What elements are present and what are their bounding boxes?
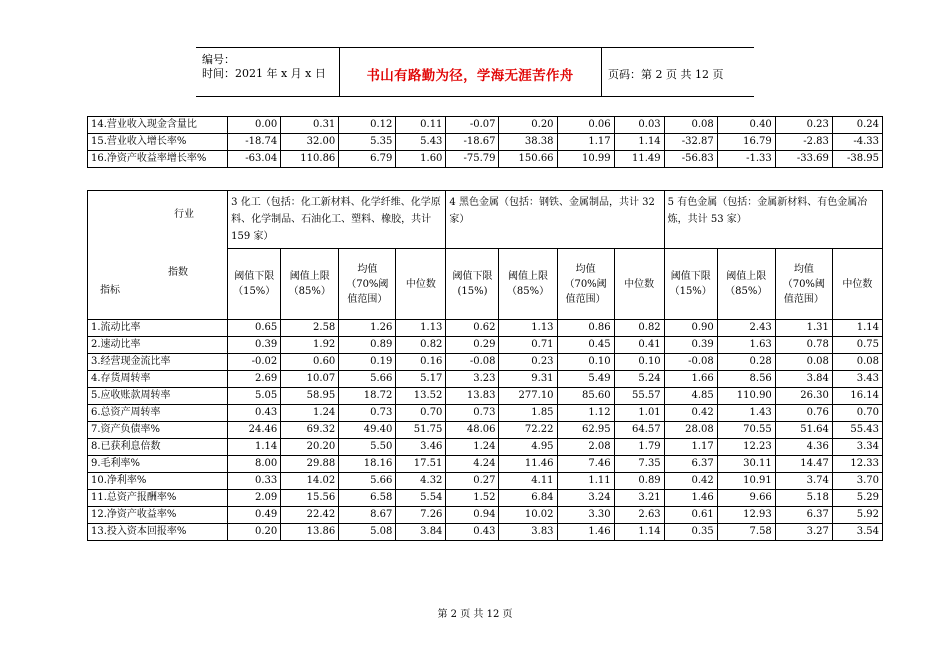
value-cell: 0.40 — [717, 117, 775, 134]
header-motto: 书山有路勤为径，学海无涯苦作舟 — [366, 68, 574, 84]
value-cell: 0.60 — [281, 354, 339, 371]
value-cell: 1.46 — [664, 490, 717, 507]
row-label: 5.应收账款周转率 — [88, 388, 228, 405]
doc-number-label: 编号： — [202, 53, 235, 66]
value-cell: 0.24 — [832, 117, 882, 134]
value-cell: 20.20 — [281, 439, 339, 456]
value-cell: 28.08 — [664, 422, 717, 439]
value-cell: 5.49 — [557, 371, 614, 388]
value-cell: 1.63 — [717, 337, 775, 354]
value-cell: 55.57 — [614, 388, 664, 405]
value-cell: 277.10 — [499, 388, 557, 405]
value-cell: -18.67 — [446, 134, 499, 151]
table-corner-cell — [88, 191, 228, 320]
header-page-label: 页码：第 2 页 共 12 页 — [608, 68, 724, 81]
value-cell: 9.66 — [717, 490, 775, 507]
value-cell: 0.08 — [832, 354, 882, 371]
value-cell: 5.66 — [339, 473, 396, 490]
value-cell: 1.11 — [557, 473, 614, 490]
value-cell: 2.43 — [717, 320, 775, 337]
column-header: 阈值上限（85%） — [281, 249, 339, 320]
value-cell: 14.02 — [281, 473, 339, 490]
table-row — [88, 117, 883, 134]
value-cell: 8.67 — [339, 507, 396, 524]
row-label: 4.存货周转率 — [88, 371, 228, 388]
value-cell: 0.39 — [664, 337, 717, 354]
value-cell: 0.90 — [664, 320, 717, 337]
value-cell: 1.24 — [446, 439, 499, 456]
column-header: 均值（70%阈值范围） — [339, 249, 396, 320]
value-cell: 48.06 — [446, 422, 499, 439]
table-row — [88, 456, 883, 473]
value-cell: 62.95 — [557, 422, 614, 439]
value-cell: 3.74 — [775, 473, 832, 490]
value-cell: 1.92 — [281, 337, 339, 354]
value-cell: 6.58 — [339, 490, 396, 507]
value-cell: 1.26 — [339, 320, 396, 337]
table-row — [88, 388, 883, 405]
value-cell: 0.10 — [557, 354, 614, 371]
value-cell: 16.79 — [717, 134, 775, 151]
value-cell: 64.57 — [614, 422, 664, 439]
row-label: 16.净资产收益率增长率% — [88, 151, 228, 168]
value-cell: 3.54 — [832, 524, 882, 541]
table-row — [88, 134, 883, 151]
value-cell: 0.89 — [339, 337, 396, 354]
value-cell: 1.01 — [614, 405, 664, 422]
value-cell: 69.32 — [281, 422, 339, 439]
value-cell: 32.00 — [281, 134, 339, 151]
table-row — [88, 151, 883, 168]
value-cell: 22.42 — [281, 507, 339, 524]
column-header: 中位数 — [614, 249, 664, 320]
value-cell: 1.17 — [557, 134, 614, 151]
value-cell: 1.12 — [557, 405, 614, 422]
value-cell: 58.95 — [281, 388, 339, 405]
value-cell: 51.75 — [396, 422, 446, 439]
value-cell: 0.31 — [281, 117, 339, 134]
column-header: 阈值下限(15%) — [446, 249, 499, 320]
column-header: 中位数 — [832, 249, 882, 320]
value-cell: 51.64 — [775, 422, 832, 439]
value-cell: 0.19 — [339, 354, 396, 371]
value-cell: 0.06 — [557, 117, 614, 134]
group-header-nonferrous-metal: 5 有色金属（包括：金属新材料、有色金属冶炼，共计 53 家） — [664, 191, 882, 249]
value-cell: 1.17 — [664, 439, 717, 456]
value-cell: -56.83 — [664, 151, 717, 168]
value-cell: -32.87 — [664, 134, 717, 151]
value-cell: 0.42 — [664, 473, 717, 490]
value-cell: 0.42 — [664, 405, 717, 422]
value-cell: 2.58 — [281, 320, 339, 337]
row-label: 13.投入资本回报率% — [88, 524, 228, 541]
value-cell: 0.73 — [339, 405, 396, 422]
value-cell: 5.43 — [396, 134, 446, 151]
value-cell: 5.08 — [339, 524, 396, 541]
value-cell: 18.72 — [339, 388, 396, 405]
value-cell: 0.71 — [499, 337, 557, 354]
value-cell: 0.86 — [557, 320, 614, 337]
row-label: 7.资产负债率% — [88, 422, 228, 439]
value-cell: 0.39 — [228, 337, 281, 354]
value-cell: 1.43 — [717, 405, 775, 422]
value-cell: 7.35 — [614, 456, 664, 473]
value-cell: 3.30 — [557, 507, 614, 524]
table-row — [88, 354, 883, 371]
table-row — [88, 490, 883, 507]
table-row — [88, 439, 883, 456]
value-cell: 0.03 — [614, 117, 664, 134]
table-row — [88, 371, 883, 388]
value-cell: 12.93 — [717, 507, 775, 524]
value-cell: 110.86 — [281, 151, 339, 168]
value-cell: 5.29 — [832, 490, 882, 507]
value-cell: 2.08 — [557, 439, 614, 456]
value-cell: 16.14 — [832, 388, 882, 405]
page-header — [196, 47, 754, 97]
value-cell: 0.82 — [614, 320, 664, 337]
header-page-cell — [602, 48, 754, 96]
value-cell: 6.84 — [499, 490, 557, 507]
value-cell: 0.16 — [396, 354, 446, 371]
value-cell: 10.99 — [557, 151, 614, 168]
row-label: 2.速动比率 — [88, 337, 228, 354]
value-cell: 5.92 — [832, 507, 882, 524]
value-cell: -0.07 — [446, 117, 499, 134]
value-cell: 0.23 — [775, 117, 832, 134]
row-label: 12.净资产收益率% — [88, 507, 228, 524]
value-cell: 0.78 — [775, 337, 832, 354]
corner-indicator-label: 指标 — [100, 285, 120, 296]
value-cell: 15.56 — [281, 490, 339, 507]
value-cell: 0.20 — [228, 524, 281, 541]
value-cell: 0.82 — [396, 337, 446, 354]
row-label: 15.营业收入增长率% — [88, 134, 228, 151]
value-cell: 13.83 — [446, 388, 499, 405]
value-cell: 0.08 — [775, 354, 832, 371]
value-cell: 0.89 — [614, 473, 664, 490]
group-header-chemical: 3 化工（包括：化工新材料、化学纤维、化学原料、化学制品、石油化工、塑料、橡胶，共计 159 家） — [228, 191, 446, 249]
column-header: 阈值下限（15%） — [664, 249, 717, 320]
group-header-ferrous-metal: 4 黑色金属（包括：钢铁、金属制品，共计 32 家） — [446, 191, 664, 249]
doc-time-label: 时间：2021 年 x 月 x 日 — [202, 67, 326, 80]
value-cell: 0.12 — [339, 117, 396, 134]
value-cell: 11.46 — [499, 456, 557, 473]
value-cell: 1.52 — [446, 490, 499, 507]
value-cell: -38.95 — [832, 151, 882, 168]
value-cell: 0.43 — [446, 524, 499, 541]
value-cell: 13.86 — [281, 524, 339, 541]
row-label: 9.毛利率% — [88, 456, 228, 473]
value-cell: 7.58 — [717, 524, 775, 541]
value-cell: 0.76 — [775, 405, 832, 422]
value-cell: 0.75 — [832, 337, 882, 354]
table-row — [88, 337, 883, 354]
value-cell: 85.60 — [557, 388, 614, 405]
value-cell: 49.40 — [339, 422, 396, 439]
value-cell: 3.70 — [832, 473, 882, 490]
value-cell: 110.90 — [717, 388, 775, 405]
column-header: 阈值上限（85%） — [499, 249, 557, 320]
table-row — [88, 320, 883, 337]
column-header: 中位数 — [396, 249, 446, 320]
value-cell: 10.07 — [281, 371, 339, 388]
value-cell: 2.63 — [614, 507, 664, 524]
value-cell: 13.52 — [396, 388, 446, 405]
value-cell: 0.45 — [557, 337, 614, 354]
value-cell: 3.34 — [832, 439, 882, 456]
value-cell: 0.08 — [664, 117, 717, 134]
value-cell: -2.83 — [775, 134, 832, 151]
value-cell: 0.23 — [499, 354, 557, 371]
value-cell: 55.43 — [832, 422, 882, 439]
value-cell: 10.02 — [499, 507, 557, 524]
value-cell: 0.33 — [228, 473, 281, 490]
value-cell: 1.31 — [775, 320, 832, 337]
value-cell: 0.20 — [499, 117, 557, 134]
page-footer — [0, 605, 950, 620]
value-cell: 1.14 — [228, 439, 281, 456]
value-cell: 5.66 — [339, 371, 396, 388]
value-cell: 5.24 — [614, 371, 664, 388]
table-row — [88, 422, 883, 439]
value-cell: 5.54 — [396, 490, 446, 507]
value-cell: 0.29 — [446, 337, 499, 354]
value-cell: 18.16 — [339, 456, 396, 473]
value-cell: 4.32 — [396, 473, 446, 490]
value-cell: 24.46 — [228, 422, 281, 439]
value-cell: 11.49 — [614, 151, 664, 168]
value-cell: 12.23 — [717, 439, 775, 456]
row-label: 1.流动比率 — [88, 320, 228, 337]
value-cell: 0.61 — [664, 507, 717, 524]
value-cell: 3.84 — [396, 524, 446, 541]
header-info-cell — [196, 48, 340, 96]
value-cell: 0.94 — [446, 507, 499, 524]
row-label: 8.已获利息倍数 — [88, 439, 228, 456]
value-cell: 1.14 — [832, 320, 882, 337]
value-cell: 72.22 — [499, 422, 557, 439]
value-cell: 17.51 — [396, 456, 446, 473]
value-cell: 4.36 — [775, 439, 832, 456]
table-row — [88, 473, 883, 490]
industry-indicator-table — [87, 190, 883, 541]
table-row — [88, 507, 883, 524]
value-cell: 0.27 — [446, 473, 499, 490]
table-row — [88, 524, 883, 541]
value-cell: 6.37 — [775, 507, 832, 524]
value-cell: 1.24 — [281, 405, 339, 422]
value-cell: 3.23 — [446, 371, 499, 388]
value-cell: 4.85 — [664, 388, 717, 405]
value-cell: 26.30 — [775, 388, 832, 405]
value-cell: -18.74 — [228, 134, 281, 151]
value-cell: 0.10 — [614, 354, 664, 371]
value-cell: 3.84 — [775, 371, 832, 388]
column-header: 均值（70%阈值范围） — [775, 249, 832, 320]
value-cell: -0.02 — [228, 354, 281, 371]
row-label: 3.经营现金流比率 — [88, 354, 228, 371]
value-cell: 3.46 — [396, 439, 446, 456]
value-cell: 1.60 — [396, 151, 446, 168]
value-cell: 150.66 — [499, 151, 557, 168]
value-cell: -75.79 — [446, 151, 499, 168]
top-continuation-table — [87, 116, 883, 168]
value-cell: 0.65 — [228, 320, 281, 337]
value-cell: 1.13 — [499, 320, 557, 337]
column-header: 阈值上限（85%） — [717, 249, 775, 320]
column-header: 阈值下限（15%） — [228, 249, 281, 320]
value-cell: 4.95 — [499, 439, 557, 456]
value-cell: 0.49 — [228, 507, 281, 524]
value-cell: 6.37 — [664, 456, 717, 473]
value-cell: 0.00 — [228, 117, 281, 134]
footer-page-number: 第 2 页 共 12 页 — [437, 609, 513, 620]
value-cell: 4.11 — [499, 473, 557, 490]
value-cell: 0.70 — [396, 405, 446, 422]
value-cell: 7.46 — [557, 456, 614, 473]
value-cell: 30.11 — [717, 456, 775, 473]
value-cell: 5.17 — [396, 371, 446, 388]
value-cell: 2.69 — [228, 371, 281, 388]
value-cell: 5.50 — [339, 439, 396, 456]
corner-industry-label: 行业 — [174, 209, 194, 220]
value-cell: 1.66 — [664, 371, 717, 388]
value-cell: 10.91 — [717, 473, 775, 490]
value-cell: 0.43 — [228, 405, 281, 422]
value-cell: 3.27 — [775, 524, 832, 541]
table-row — [88, 405, 883, 422]
header-motto-cell — [339, 48, 602, 96]
value-cell: 0.41 — [614, 337, 664, 354]
value-cell: 12.33 — [832, 456, 882, 473]
value-cell: 8.56 — [717, 371, 775, 388]
value-cell: 6.79 — [339, 151, 396, 168]
value-cell: 1.85 — [499, 405, 557, 422]
value-cell: 5.35 — [339, 134, 396, 151]
value-cell: 9.31 — [499, 371, 557, 388]
value-cell: 38.38 — [499, 134, 557, 151]
value-cell: 0.73 — [446, 405, 499, 422]
value-cell: 1.46 — [557, 524, 614, 541]
value-cell: -1.33 — [717, 151, 775, 168]
row-label: 10.净利率% — [88, 473, 228, 490]
value-cell: 1.14 — [614, 134, 664, 151]
value-cell: 1.14 — [614, 524, 664, 541]
value-cell: 3.24 — [557, 490, 614, 507]
value-cell: -4.33 — [832, 134, 882, 151]
top-table-body — [88, 117, 883, 168]
value-cell: 0.11 — [396, 117, 446, 134]
value-cell: 14.47 — [775, 456, 832, 473]
row-label: 6.总资产周转率 — [88, 405, 228, 422]
value-cell: 0.28 — [717, 354, 775, 371]
row-label: 14.营业收入现金含量比 — [88, 117, 228, 134]
value-cell: 0.35 — [664, 524, 717, 541]
value-cell: 70.55 — [717, 422, 775, 439]
value-cell: 7.26 — [396, 507, 446, 524]
column-header: 均值（70%阈值范围） — [557, 249, 614, 320]
value-cell: 5.18 — [775, 490, 832, 507]
value-cell: 3.21 — [614, 490, 664, 507]
value-cell: 29.88 — [281, 456, 339, 473]
value-cell: 5.05 — [228, 388, 281, 405]
value-cell: -0.08 — [446, 354, 499, 371]
value-cell: -63.04 — [228, 151, 281, 168]
value-cell: 0.62 — [446, 320, 499, 337]
value-cell: 1.13 — [396, 320, 446, 337]
value-cell: 4.24 — [446, 456, 499, 473]
value-cell: 3.43 — [832, 371, 882, 388]
value-cell: -33.69 — [775, 151, 832, 168]
value-cell: 1.79 — [614, 439, 664, 456]
value-cell: 2.09 — [228, 490, 281, 507]
value-cell: 0.70 — [832, 405, 882, 422]
corner-index-label: 指数 — [168, 267, 188, 278]
value-cell: 8.00 — [228, 456, 281, 473]
value-cell: -0.08 — [664, 354, 717, 371]
indicator-table-body — [88, 320, 883, 541]
value-cell: 3.83 — [499, 524, 557, 541]
row-label: 11.总资产报酬率% — [88, 490, 228, 507]
